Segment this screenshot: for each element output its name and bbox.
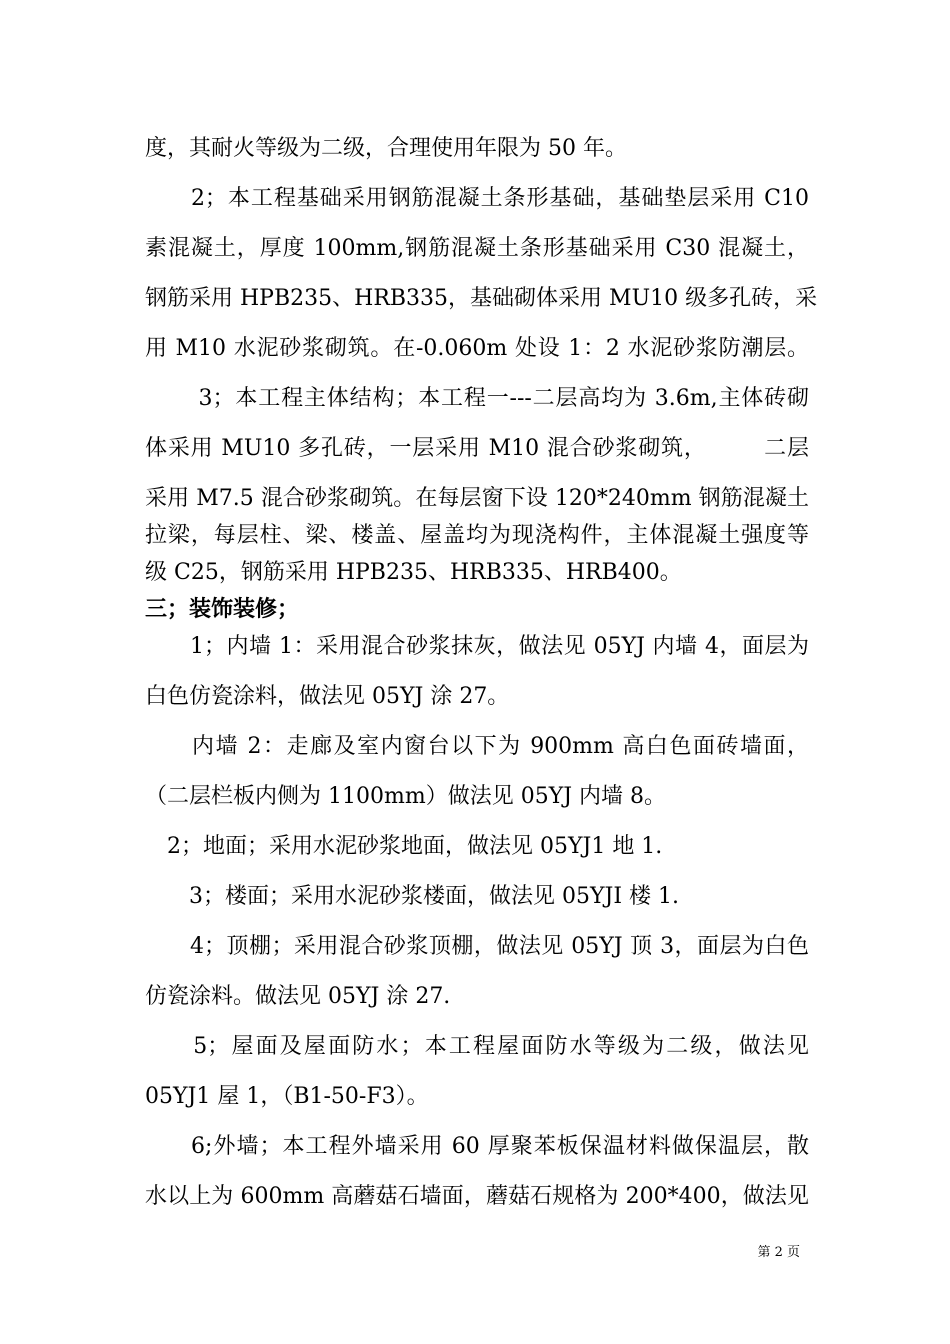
body-text-line: 度，其耐火等级为二级，合理使用年限为 50 年。 [145, 136, 627, 161]
body-text-line: 水以上为 600mm 高蘑菇石墙面，蘑菇石规格为 200*400，做法见 [145, 1184, 809, 1209]
body-text-line: 4；顶棚；采用混合砂浆顶棚，做法见 05YJ 顶 3，面层为白色 [145, 934, 809, 959]
body-text-line: 仿瓷涂料。做法见 05YJ 涂 27. [145, 984, 451, 1009]
section-heading: 三；装饰装修； [145, 596, 300, 622]
body-text-line: 3；本工程主体结构；本工程一---二层高均为 3.6m,主体砖砌 [145, 386, 809, 411]
body-text-line: 拉梁，每层柱、梁、楼盖、屋盖均为现浇构件，主体混凝土强度等 [145, 523, 809, 548]
body-text-line: 采用 M7.5 混合砂浆砌筑。在每层窗下设 120*240mm 钢筋混凝土 [145, 486, 809, 511]
page-number: 第 2 页 [757, 1245, 800, 1260]
body-text-line: 用 M10 水泥砂浆砌筑。在-0.060m 处设 1：2 水泥砂浆防潮层。 [145, 336, 809, 361]
body-text-line: 白色仿瓷涂料，做法见 05YJ 涂 27。 [145, 684, 510, 709]
body-text-line: 5；屋面及屋面防水；本工程屋面防水等级为二级，做法见 [145, 1034, 809, 1059]
body-text-line: 2；本工程基础采用钢筋混凝土条形基础，基础垫层采用 C10 [145, 186, 809, 211]
body-text-line: 素混凝土，厚度 100mm,钢筋混凝土条形基础采用 C30 混凝土， [145, 236, 809, 261]
body-text-line: 1；内墙 1：采用混合砂浆抹灰，做法见 05YJ 内墙 4，面层为 [145, 634, 809, 659]
body-text-line: 内墙 2：走廊及室内窗台以下为 900mm 高白色面砖墙面， [145, 734, 809, 759]
body-text-line: 2；地面；采用水泥砂浆地面，做法见 05YJ1 地 1. [145, 834, 663, 859]
body-text-line: 钢筋采用 HPB235、HRB335，基础砌体采用 MU10 级多孔砖，采 [145, 286, 818, 311]
body-text-line: 3；楼面；采用水泥砂浆楼面，做法见 05YJI 楼 1. [145, 884, 679, 909]
body-text-line: 6;外墙；本工程外墙采用 60 厚聚苯板保温材料做保温层，散 [145, 1134, 809, 1159]
body-text-line: （二层栏板内侧为 1100mm）做法见 05YJ 内墙 8。 [145, 784, 667, 809]
body-text-line: 05YJ1 屋 1，（B1-50-F3）。 [145, 1084, 429, 1109]
body-text-line: 级 C25，钢筋采用 HPB235、HRB335、HRB400。 [145, 560, 682, 585]
body-text-line: 体采用 MU10 多孔砖，一层采用 M10 混合砂浆砌筑， 二层 [145, 436, 809, 461]
